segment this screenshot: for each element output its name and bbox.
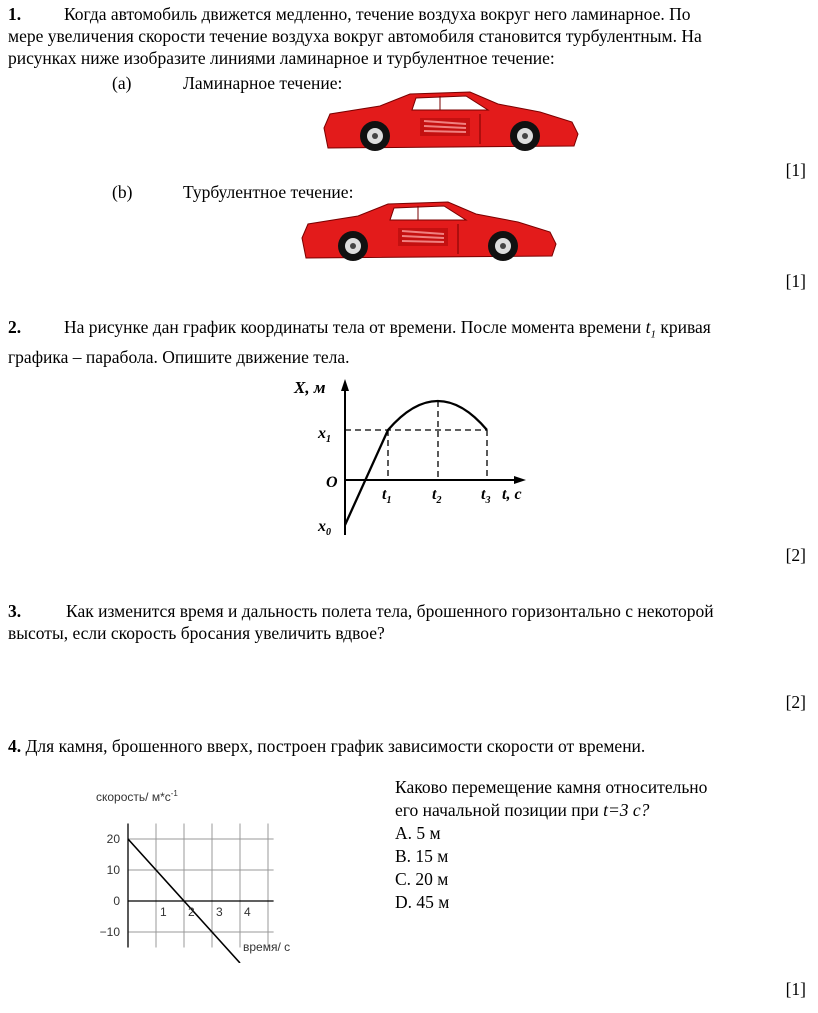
q3-text	[8, 600, 806, 644]
q1-b-mark: [1]	[785, 271, 806, 291]
car-wheel-rear	[488, 231, 518, 261]
car-wheel-front	[338, 231, 368, 261]
x1-label: $x_1$	[318, 425, 331, 445]
graph-axes	[128, 824, 274, 948]
q3-line1: Как изменится время и дальность полета тела, брошенного горизонтально с некоторой	[66, 601, 714, 621]
q4-mark: [1]	[785, 979, 806, 999]
q2-line1-post: кривая	[656, 317, 711, 337]
car-wheel-rear	[510, 121, 540, 151]
car-image-turbulent	[298, 198, 560, 270]
q1-b-text: Турбулентное течение:	[183, 182, 354, 202]
y-tick-label: 10	[106, 863, 120, 877]
q1-a-text: Ламинарное течение:	[183, 73, 343, 93]
q1-text	[8, 3, 806, 69]
x-tick-label: 2	[188, 905, 195, 919]
y-tick-label: 0	[113, 894, 120, 908]
q4-option-c[interactable]: C. 20 м	[395, 869, 449, 889]
y-axis-arrow	[341, 379, 349, 391]
x-axis-arrow	[514, 476, 526, 484]
x-axis-label: t, с	[502, 486, 522, 503]
q4-question-line1: Каково перемещение камня относительно	[395, 777, 708, 797]
t3-label: $t_3$	[481, 486, 491, 506]
y-axis-label: скорость/ $м*с^{-1}$	[96, 789, 178, 804]
q4-text	[8, 735, 806, 757]
t2-label: $t_2$	[432, 486, 442, 506]
position-time-graph	[280, 375, 540, 545]
q2-t1-sub: 1	[650, 328, 657, 341]
q4-option-d[interactable]: D. 45 м	[395, 892, 450, 912]
position-curve	[345, 401, 487, 525]
q2-line1-pre: На рисунке дан график координаты тела от времени. После момента времени	[64, 317, 646, 337]
q1-line3: рисунках ниже изобразите линиями ламинарное и турбулентное течение:	[8, 48, 555, 68]
q2-mark: [2]	[785, 545, 806, 565]
graph-grid	[128, 824, 274, 948]
q4-number: 4.	[8, 736, 22, 756]
car-image-laminar	[320, 88, 582, 160]
q1-b-label: (b)	[112, 182, 133, 202]
origin-label: O	[326, 474, 338, 491]
y-tick-label: 20	[106, 832, 120, 846]
q4-question-line2: его начальной позиции при t=3 с?	[395, 800, 650, 820]
y-axis-label: X, м	[294, 378, 326, 397]
t1-label: $t_1$	[382, 486, 392, 506]
velocity-time-graph	[88, 783, 320, 963]
q1-line2: мере увеличения скорости течение воздуха вокруг автомобиля становится турбулентным. На	[8, 26, 702, 46]
y-tick-label: −10	[99, 925, 120, 939]
q3-line2: высоты, если скорость бросания увеличить вдвое?	[8, 623, 385, 643]
q2-number: 2.	[8, 317, 22, 337]
q4-option-a[interactable]: A. 5 м	[395, 823, 441, 843]
x-tick-label: 3	[216, 905, 223, 919]
q1-line1: Когда автомобиль движется медленно, течение воздуха вокруг него ламинарное. По	[64, 4, 691, 24]
x-axis-label: время/ с	[243, 940, 291, 954]
graph-tick-labels	[100, 832, 251, 939]
x-tick-label: 1	[160, 905, 167, 919]
q3-mark: [2]	[785, 692, 806, 712]
q1-number: 1.	[8, 4, 22, 24]
q4-line: Для камня, брошенного вверх, построен график зависимости скорости от времени.	[25, 736, 646, 756]
q2-line2: графика – парабола. Опишите движение тела.	[8, 346, 350, 367]
q1-a-mark: [1]	[785, 160, 806, 180]
q2-t1: t	[645, 317, 651, 337]
x0-label: $x_0$	[318, 518, 331, 538]
car-wheel-front	[360, 121, 390, 151]
q1-a-label: (a)	[112, 73, 132, 93]
q4-option-b[interactable]: B. 15 м	[395, 846, 449, 866]
q2-text	[8, 316, 806, 368]
q3-number: 3.	[8, 601, 22, 621]
x-tick-label: 4	[244, 905, 251, 919]
